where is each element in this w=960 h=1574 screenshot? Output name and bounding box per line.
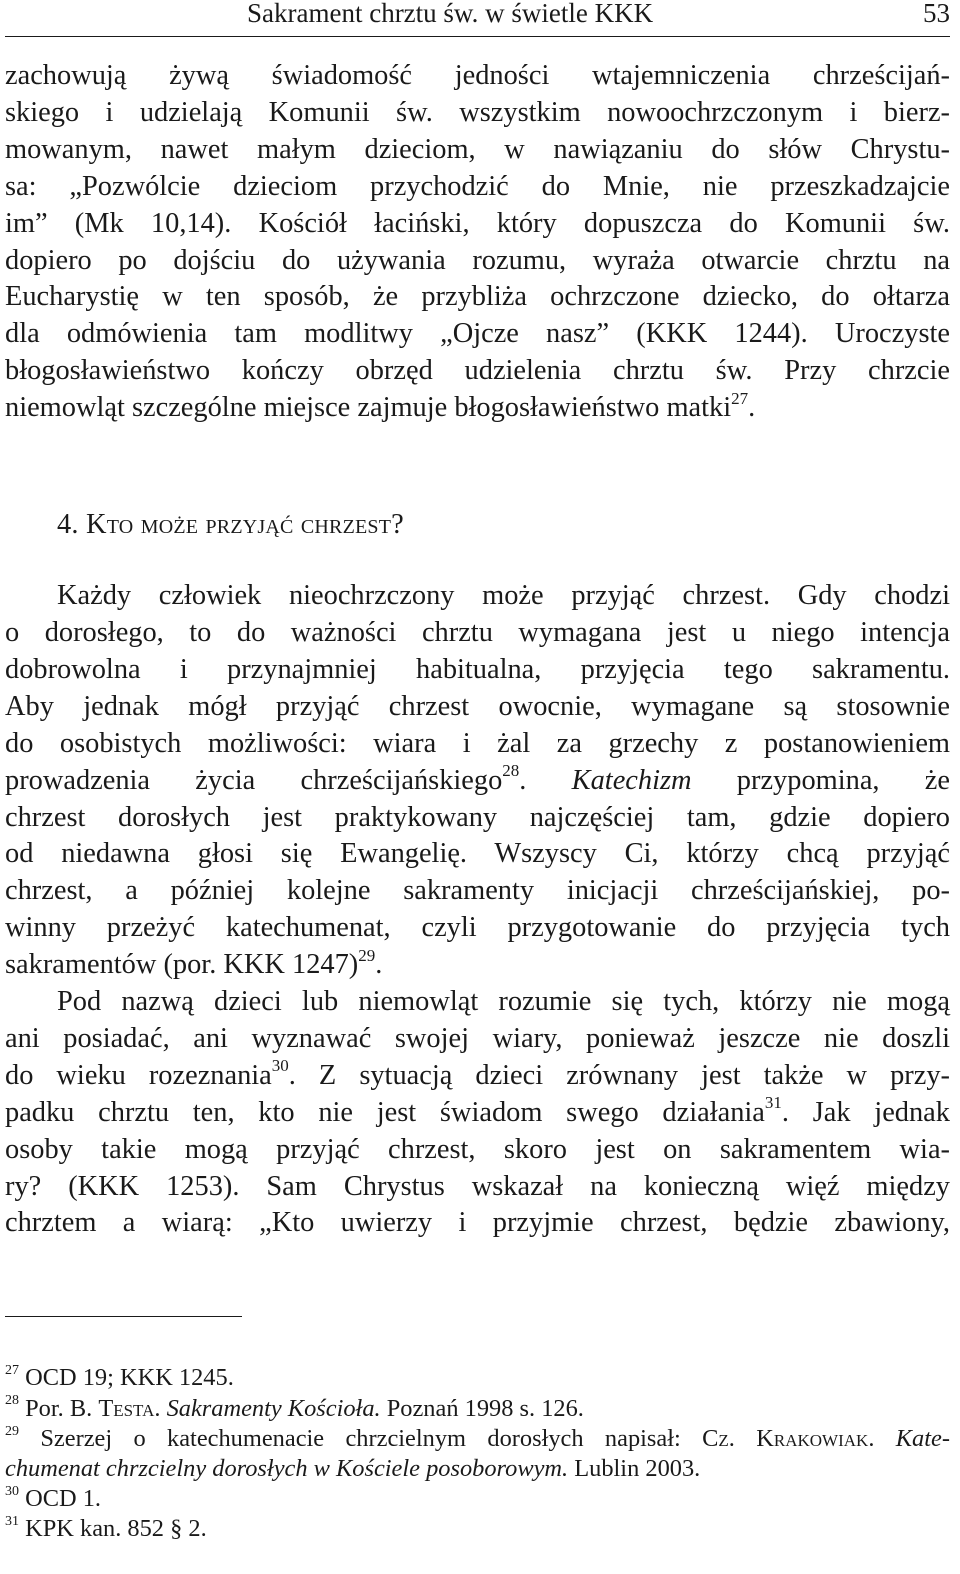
text-fragment: przypomina, że [691,764,950,796]
text-fragment: do wieku rozeznania [5,1059,272,1091]
text-fragment: . [748,392,756,424]
text-line: winny przeżyć katechumenat, czyli przygotowanie do przyjęcia tych [5,912,950,944]
footnote-ref-28[interactable]: 28 [502,761,520,781]
text-line [5,763,950,800]
footnote-text: . [154,1394,167,1422]
text-line: błogosławieństwo kończy obrzęd udzielenia chrztu św. Przy chrzcie [5,355,950,387]
text-fragment: prowadzenia życia chrześcijańskiego [5,764,503,796]
running-head [5,0,950,37]
footnote-text: . [868,1424,896,1452]
text-line: do osobistych możliwości: wiara i żal za grzechy z postanowieniem [5,727,950,759]
text-line: o dorosłego, to do ważności chrztu wymagana jest u niego intencja [5,616,950,648]
footnotes [5,1363,950,1544]
text-line: im” (Mk 10,14). Kościół łaciński, który dopuszcza do Komunii św. [5,207,950,239]
text-line: Aby jednak mógł przyjąć chrzest owocnie, wymagane są stosownie [5,690,950,722]
text-line: mowanym, nawet małym dzieciom, w nawiązaniu do słów Chrystu- [5,133,950,165]
text-fragment: padku chrztu ten, kto nie jest świadom swego działania [5,1096,765,1128]
text-line: chrzest, a później kolejne sakramenty inicjacji chrześcijańskiej, po- [5,875,950,907]
author-name: Krakowiak [756,1424,869,1452]
book-title: Sakramenty Kościoła. [166,1394,381,1422]
text-line: chrztem a wiarą: „Kto uwierzy i przyjmie chrzest, będzie zbawiony, [5,1207,950,1239]
book-title: Kate- [895,1424,950,1452]
text-line [5,1095,950,1132]
author-name: Testa [98,1394,155,1422]
text-line: Pod nazwą dzieci lub niemowląt rozumie się tych, którzy nie mogą [57,986,950,1018]
text-line: ry? (KKK 1253). Sam Chrystus wskazał na konieczną więź między [5,1170,950,1202]
text-line: dobrowolna i przynajmniej habitualna, przyjęcia tego sakramentu. [5,653,950,685]
footnote-27 [5,1363,950,1393]
footnote-ref-27[interactable]: 27 [731,388,749,408]
text-line: Eucharystię w ten sposób, że przybliża ochrzczone dziecko, do ołtarza [5,281,950,313]
text-fragment: . [519,764,572,796]
text-line: ani posiadać, ani wyznawać swojej wiary, ponieważ jeszcze nie doszli [5,1022,950,1054]
footnote-text: OCD 19; KKK 1245. [25,1364,234,1392]
footnote-number: 30 [5,1484,19,1500]
paragraph-1 [5,58,950,427]
document-page [5,0,950,1545]
italic-term: Katechizm [571,764,692,796]
text-line [5,947,950,984]
footnote-number: 27 [5,1363,19,1379]
footnote-text: Poznań 1998 s. 126. [380,1394,584,1422]
text-line [5,390,950,427]
text-line: dopiero po dojściu do używania rozumu, wyraża otwarcie chrztu na [5,244,950,276]
footnote-number: 29 [5,1423,19,1439]
footnote-30 [5,1484,950,1514]
running-title: Sakrament chrztu św. w świetle KKK [247,0,654,28]
text-line: dla odmówienia tam modlitwy „Ojcze nasz” (KKK 1244). Uroczyste [5,318,950,350]
footnote-number: 31 [5,1514,19,1530]
footnote-text: Szerzej o katechumenacie chrzcielnym dorosłych napisał: [40,1424,703,1452]
text-line: sa: „Pozwólcie dzieciom przychodzić do Mnie, nie przeszkadzajcie [5,170,950,202]
section-heading [57,508,950,542]
footnote-text: Por. B. [25,1394,99,1422]
footnote-31 [5,1514,950,1544]
footnote-ref-30[interactable]: 30 [271,1056,289,1076]
footnote-ref-31[interactable]: 31 [764,1093,782,1113]
footnote-28 [5,1394,950,1424]
footnote-29-continued [5,1454,950,1484]
footnote-text: KPK kan. 852 § 2. [25,1515,207,1543]
text-line: chrzest dorosłych jest praktykowany najczęściej tam, gdzie dopiero [5,801,950,833]
section-title: Kto może przyjąć chrzest? [86,509,404,541]
footnote-number: 28 [5,1393,19,1409]
paragraph-2 [5,578,950,1242]
text-fragment: . Jak jednak [781,1096,950,1128]
footnote-text: Lublin 2003. [568,1454,701,1482]
text-line: skiego i udzielają Komunii św. wszystkim nowoochrzczonym i bierz- [5,96,950,128]
author-name: Cz. [702,1424,757,1452]
text-fragment: sakramentów (por. KKK 1247) [5,949,359,981]
text-line: Każdy człowiek nieochrzczony może przyjąć chrzest. Gdy chodzi [57,580,950,612]
footnote-ref-29[interactable]: 29 [358,945,376,965]
footnote-divider [5,1316,242,1317]
text-fragment: niemowląt szczególne miejsce zajmuje błogosławieństwo matki [5,392,732,424]
text-line: od niedawna głosi się Ewangelię. Wszyscy Ci, którzy chcą przyjąć [5,838,950,870]
text-fragment: . [375,949,383,981]
text-line: zachowują żywą świadomość jedności wtajemniczenia chrześcijań- [5,60,950,91]
footnote-29 [5,1424,950,1454]
book-title: chumenat chrzcielny dorosłych w Kościele posoborowym. [5,1454,569,1482]
footnote-text: OCD 1. [25,1485,101,1513]
text-line [5,1058,950,1095]
text-fragment: . Z sytuacją dzieci zrównany jest także w przy- [288,1059,951,1091]
section-number: 4. [57,509,79,541]
page-number: 53 [923,0,950,28]
text-line: osoby takie mogą przyjąć chrzest, skoro jest on sakramentem wia- [5,1133,950,1165]
